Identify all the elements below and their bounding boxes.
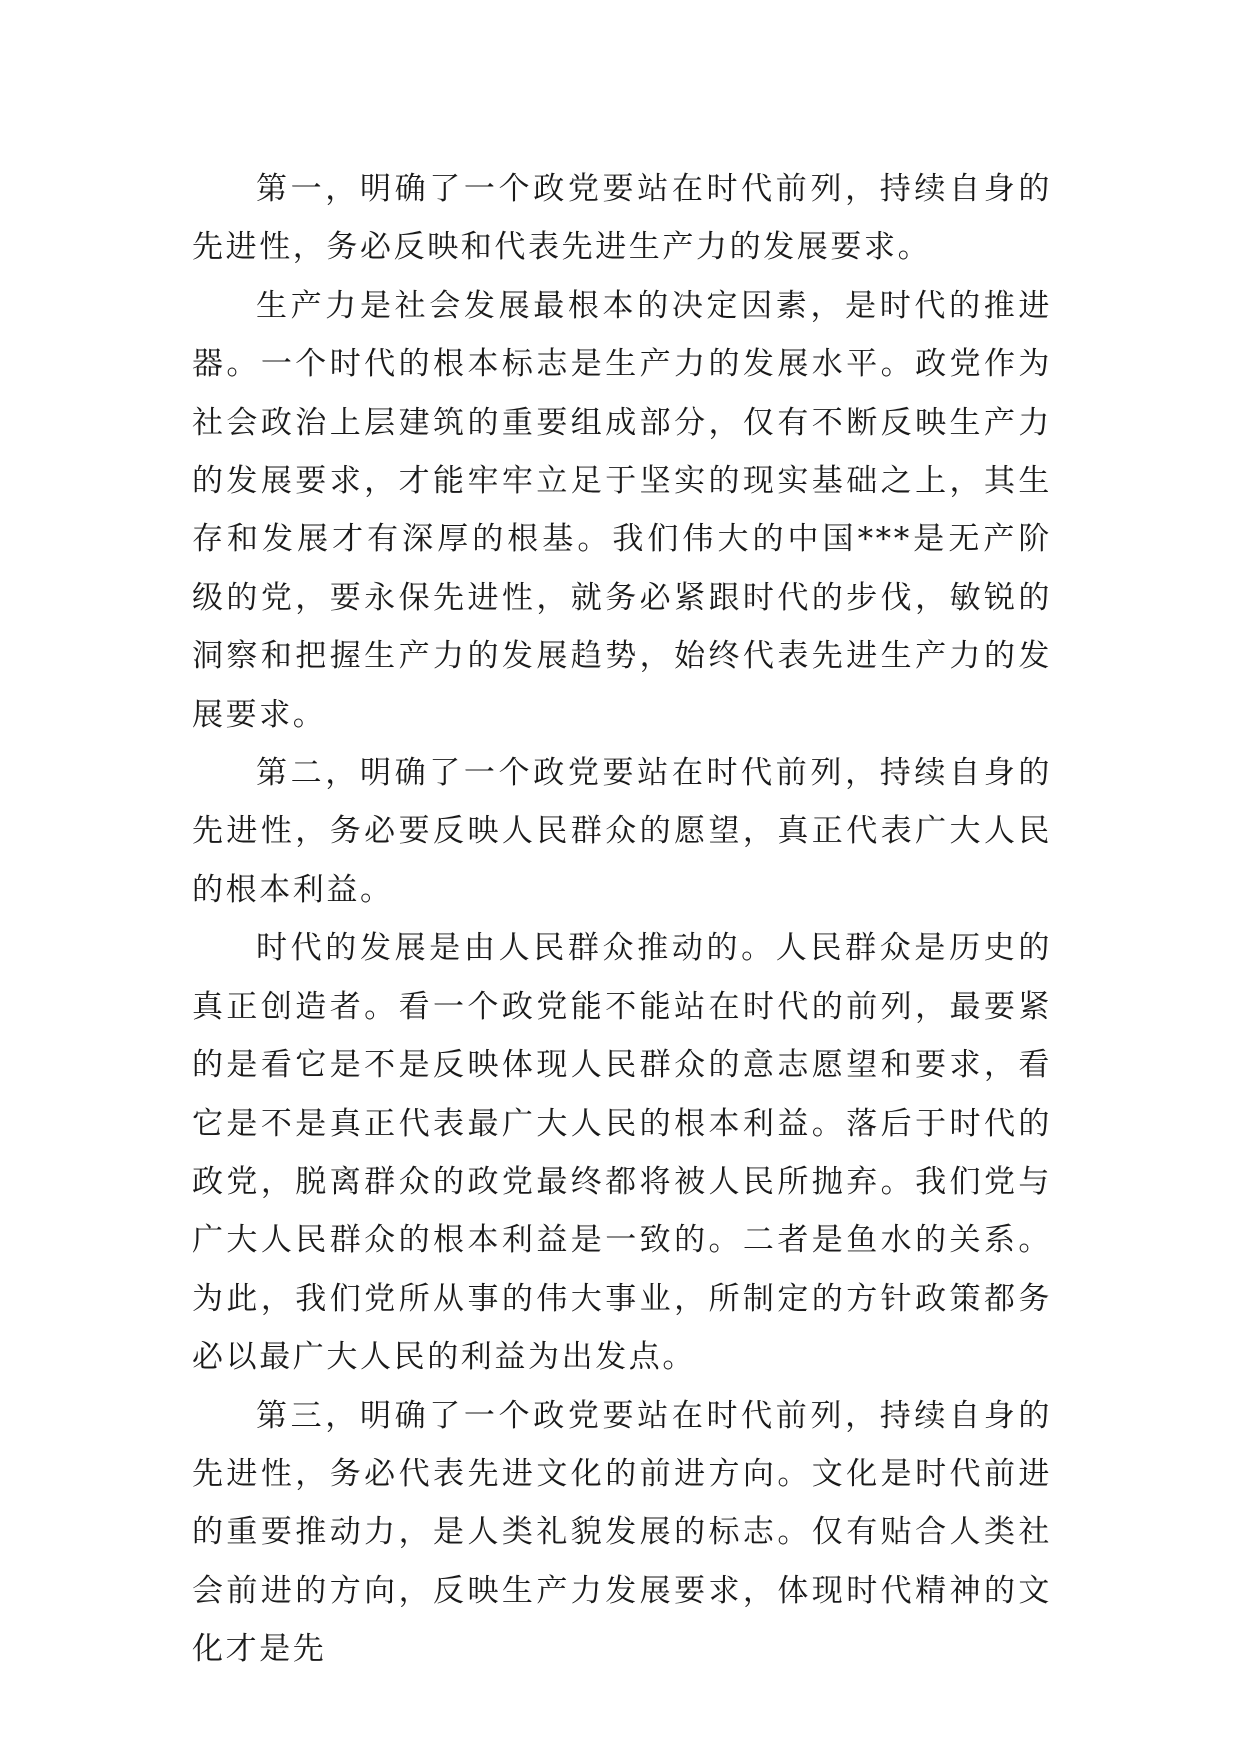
paragraph-people: 时代的发展是由人民群众推动的。人民群众是历史的真正创造者。看一个政党能不能站在时代的前列，最要紧的是看它是不是反映体现人民群众的意志愿望和要求，看它是不是真正代表最广大人民的根本利益。落后于时代的政党，脱离群众的政党最终都将被人民所抛弃。我们党与广大人民群众的根本利益是一致的。二者是鱼水的关系。为此，我们党所从事的伟大事业，所制定的方针政策都务必以最广大人民的利益为出发点。 [192, 930, 1052, 1376]
paragraph-productivity: 生产力是社会发展最根本的决定因素，是时代的推进器。一个时代的根本标志是生产力的发展水平。政党作为社会政治上层建筑的重要组成部分，仅有不断反映生产力的发展要求，才能牢牢立足于坚实的现实基础之上，其生存和发展才有深厚的根基。我们伟大的中国***是无产阶级的党，要永保先进性，就务必紧跟时代的步伐，敏锐的洞察和把握生产力的发展趋势，始终代表先进生产力的发展要求。 [192, 287, 1052, 733]
paragraph-second-point: 第二，明确了一个政党要站在时代前列，持续自身的先进性，务必要反映人民群众的愿望，真正代表广大人民的根本利益。 [192, 755, 1052, 908]
paragraph-first-point: 第一，明确了一个政党要站在时代前列，持续自身的先进性，务必反映和代表先进生产力的发展要求。 [192, 171, 1052, 266]
paragraph-third-point: 第三，明确了一个政党要站在时代前列，持续自身的先进性，务必代表先进文化的前进方向。文化是时代前进的重要推动力，是人类礼貌发展的标志。仅有贴合人类社会前进的方向，反映生产力发展要求，体现时代精神的文化才是先 [192, 1397, 1052, 1668]
document-body [192, 160, 1052, 1679]
